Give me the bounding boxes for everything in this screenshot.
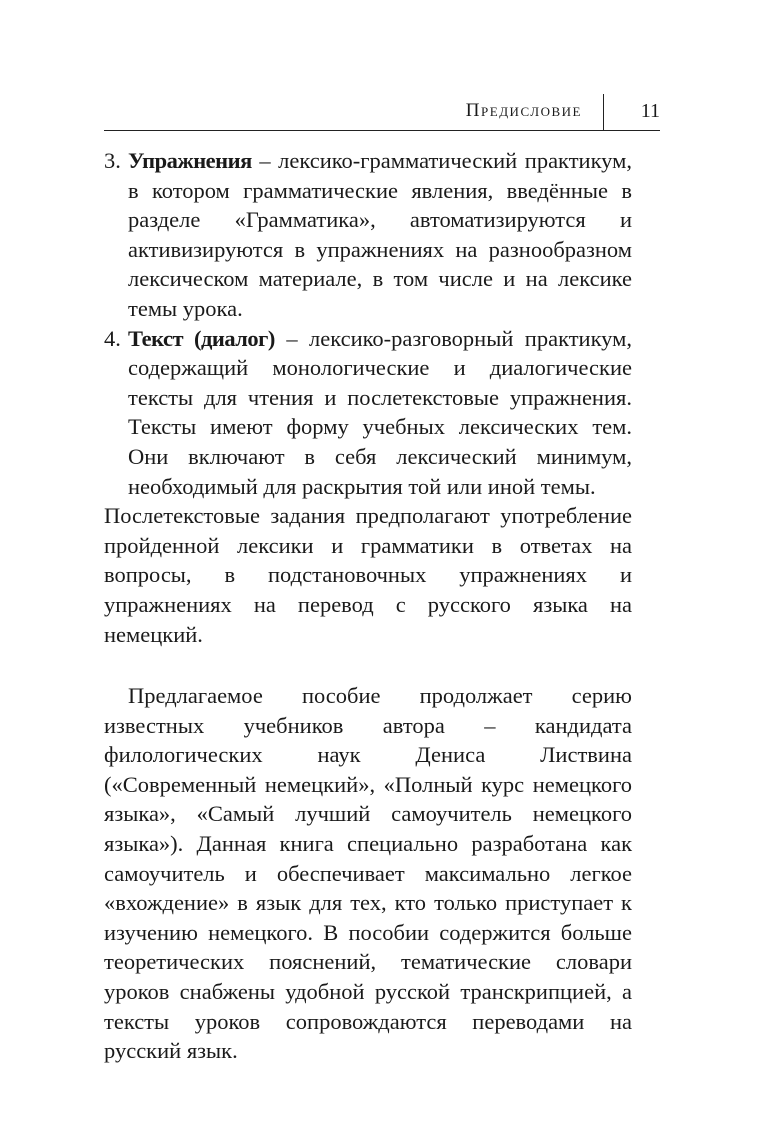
header-separator <box>603 94 605 130</box>
paragraph-posttext: Послетекстовые задания предполагают употребление пройденной лексики и грамматики в ответах на вопросы, в подстановочных упражнениях и упражнениях на перевод с русского языка на немецкий. <box>104 503 632 647</box>
page-header <box>104 90 660 131</box>
paragraph-about-book: Предлагаемое пособие продолжает серию известных учебников автора – кандидата филологических наук Дениса Листвина («Современный немецкий», «Полный курс немецкого языка», «Самый лучший самоучитель немецкого языка»). Данная книга специально разработана как самоучитель и обеспечивает максимально легкое «вхождение» в язык для тех, кто только приступает к изучению немецкого. В пособии содержится больше теоретических пояснений, тематические словари уроков снабжены удобной русской транскрипцией, а тексты уроков сопровождаются переводами на русский язык. <box>104 683 632 1064</box>
running-title: Предисловие <box>465 100 582 121</box>
list-item <box>104 324 632 502</box>
page-body <box>104 146 632 1066</box>
list-item-text: – лексико-грамматический практикум, в котором грамматические явления, введённые в разделе «Грамматика», автоматизируются и активизируются в упражнениях на разнообразном лексическом материале, в том числе и на лексике темы урока. <box>128 148 632 321</box>
page-number: 11 <box>640 100 660 122</box>
list-item-term: Текст (диалог) <box>128 325 275 351</box>
list-item-term: Упражнения <box>128 148 252 173</box>
list-item-text: – лексико-разговорный практикум, содержащий монологические и диалогические тексты для чтения и послетекстовые упражнения. Тексты имеют форму учебных лексических тем. Они включают в себя лексический минимум, необходимый для раскрытия той или иной темы. <box>128 325 633 499</box>
list-item-number: 3. <box>104 148 121 173</box>
list-item <box>104 146 632 324</box>
paragraph-gap <box>104 649 632 681</box>
list-item-number: 4. <box>104 325 121 351</box>
